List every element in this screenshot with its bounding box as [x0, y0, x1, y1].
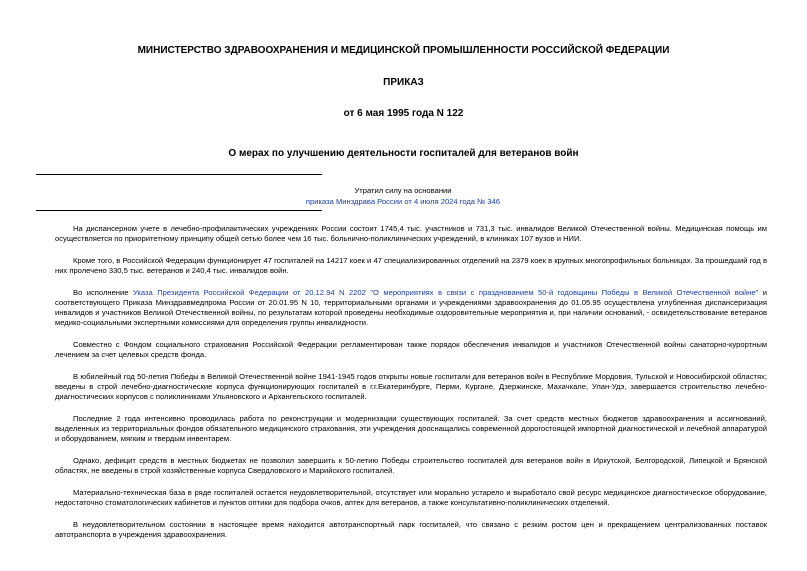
divider-top — [36, 174, 322, 175]
document-type: ПРИКАЗ — [383, 77, 424, 88]
divider-bottom — [36, 210, 322, 211]
document-body — [55, 224, 767, 552]
document-date-number: от 6 мая 1995 года N 122 — [343, 108, 464, 119]
paragraph-3-rest: и соответствующего Приказа Минздравмедпрома России от 20.01.95 N 10, территориальными органами и учреждениями здравоохранения до 01.05.95 осуществлена углубленная диспансеризация инвалидов и участников Великой Отечественной войны, по результатам которой проведены необходимые оздоровительные мероприятия и, при наличии оснований, - освидетельствование ветеранов медико-социальными экспертными комиссиями для определения группы инвалидности. — [55, 288, 767, 327]
paragraph-9: В неудовлетворительном состоянии в настоящее время находится автотранспортный парк госпиталей, что связано с резким ростом цен и прекращением централизованных поставок автотранспорта в учреждения здравоохранения. — [55, 520, 767, 539]
paragraph-3-intro: Во исполнение — [73, 288, 133, 297]
presidential-decree-link[interactable]: Указа Президента Российской Федерации от 20.12.94 N 2202 "О мероприятиях в связи с празднованием 50-й годовщины Победы в Великой Отечественной войне" — [132, 288, 759, 297]
paragraph-2: Кроме того, в Российской Федерации функционирует 47 госпиталей на 14217 коек и 47 специализированных отделений на 2379 коек в крупных многопрофильных больницах. За прошедший год в них пролечено 330,5 тыс. ветеранов и 240,4 тыс. инвалидов войн. — [55, 256, 767, 275]
paragraph-4: Совместно с Фондом социального страхования Российской Федерации регламентирован также порядок обеспечения инвалидов и участников Отечественной войны санаторно-курортным лечением за счет целевых средств фонда. — [55, 340, 767, 359]
paragraph-6: Последние 2 года интенсивно проводилась работа по реконструкции и модернизации существующих госпиталей. За счет средств местных бюджетов здравоохранения и ассигнований, выделенных из территориальных фондов обязательного медицинского страхования, эти учреждения дооснащались современной дорогостоящей импортной диагностической и лечебной аппаратурой и оборудованием, мягким и твердым инвентарем. — [55, 414, 767, 443]
status-line — [160, 196, 646, 207]
repeal-order-link[interactable]: приказа Минздрава России от 4 июля 2024 года № 346 — [305, 197, 501, 206]
status-label: Утратил силу на основании — [354, 186, 452, 195]
paragraph-3 — [55, 288, 767, 328]
paragraph-5: В юбилейный год 50-летия Победы в Великой Отечественной войне 1941-1945 годов открыты новые госпитали для ветеранов войн в Республике Мордовия, Тульской и Новосибирской областях; введены в строй лечебно-диагностические корпуса функционирующих госпиталей в г.г.Екатеринбурге, Перми, Кургане, Дзержинске, Махачкале, Улан-Удэ, завершается строительство лечебно-диагностических корпусов с поликлиниками Ульяновского и Архангельского госпиталей. — [55, 372, 767, 401]
paragraph-7: Однако, дефицит средств в местных бюджетах не позволил завершить к 50-летию Победы строительство госпиталей для ветеранов войн в Иркутской, Белгородской, Липецкой и Брянской областях, не введены в строй хозяйственные корпуса Свердловского и Марийского госпиталей. — [55, 456, 767, 475]
paragraph-1: На диспансерном учете в лечебно-профилактических учреждениях России состоит 1745,4 тыс. участников и 731,3 тыс. инвалидов Великой Отечественной войны. Медицинская помощь им осуществляется по приоритетному принципу общей сетью более чем 16 тыс. больнично-поликлинических учреждений, в клиниках 107 вузов и НИИ. — [55, 224, 767, 243]
document-title: О мерах по улучшению деятельности госпиталей для ветеранов войн — [228, 148, 579, 159]
ministry-heading: МИНИСТЕРСТВО ЗДРАВООХРАНЕНИЯ И МЕДИЦИНСКОЙ ПРОМЫШЛЕННОСТИ РОССИЙСКОЙ ФЕДЕРАЦИИ — [137, 45, 670, 56]
paragraph-8: Материально-техническая база в ряде госпиталей остается неудовлетворительной, отсутствует или морально устарело и выработало свой ресурс медицинское диагностическое оборудование, недостаточно стоматологических кабинетов и пунктов оптики для подбора очков, аптек для ветеранов, а также консультативно-поликлинических отделений. — [55, 488, 767, 507]
